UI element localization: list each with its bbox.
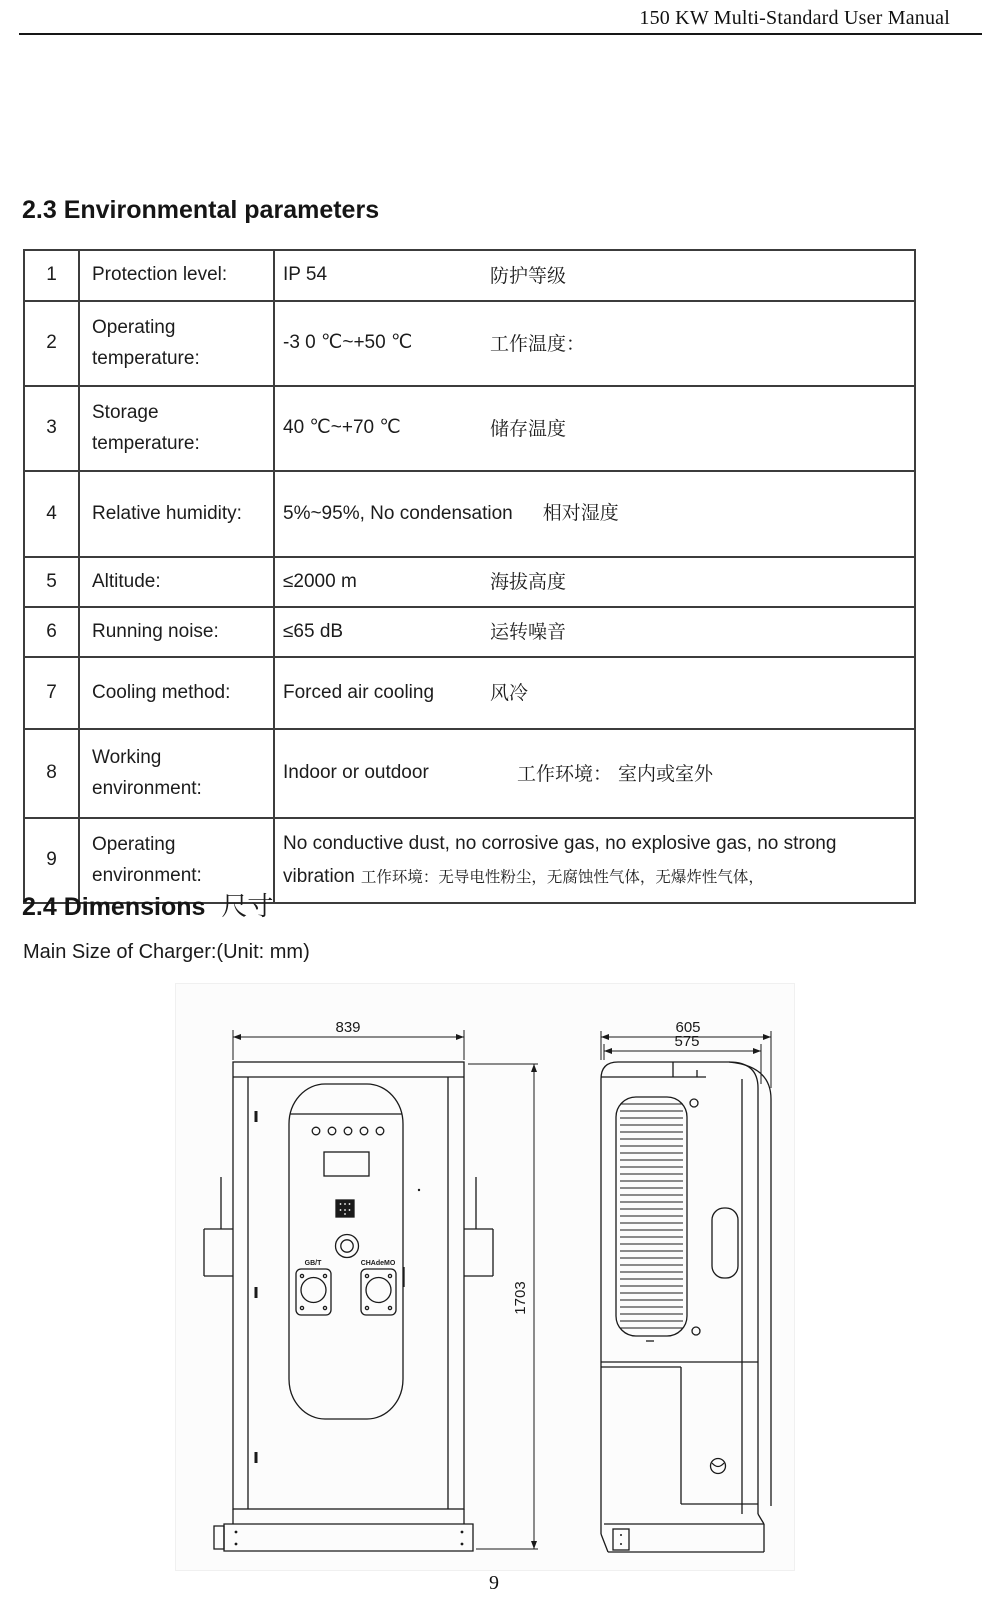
table-row xyxy=(24,386,915,471)
card-reader xyxy=(336,1200,354,1217)
row-number: 6 xyxy=(24,607,79,657)
row-number: 4 xyxy=(24,471,79,557)
row-number: 5 xyxy=(24,557,79,607)
right-bracket xyxy=(464,1177,493,1276)
dim-front-width xyxy=(233,1019,464,1060)
row-value-en: Forced air cooling xyxy=(283,681,435,703)
row-label: Operating temperature: xyxy=(79,301,274,386)
display-screen xyxy=(324,1152,369,1176)
row-label: Working environment: xyxy=(79,729,274,818)
row-value-en: ≤2000 m xyxy=(283,570,357,592)
table-row xyxy=(24,607,915,657)
manual-title: 150 KW Multi-Standard User Manual xyxy=(639,7,950,29)
row-label: Cooling method: xyxy=(79,657,274,729)
row-value xyxy=(274,250,915,301)
base-switch xyxy=(613,1529,629,1550)
row-value-en: ≤65 dB xyxy=(283,620,344,642)
row-value xyxy=(274,657,915,729)
dim-depth-outer xyxy=(601,1019,771,1088)
section-heading-environmental: 2.3 Environmental parameters xyxy=(22,196,380,224)
left-bracket xyxy=(204,1177,233,1276)
row-value-cn: 风冷 xyxy=(490,681,529,704)
row-number: 8 xyxy=(24,729,79,818)
row-value-cn: 相对湿度 xyxy=(542,502,619,525)
row-value-cn: 储存温度 xyxy=(490,417,567,440)
row-value xyxy=(274,729,915,818)
row-number: 1 xyxy=(24,250,79,301)
table-row xyxy=(24,250,915,301)
row-label: Protection level: xyxy=(79,250,274,301)
front-base xyxy=(214,1509,473,1551)
page-number: 9 xyxy=(489,1572,499,1594)
dimensions-heading-cn: 尺寸 xyxy=(221,892,274,922)
row-value xyxy=(274,557,915,607)
connector-left-label: GB/T xyxy=(304,1260,322,1267)
row-value-cn: 海拔高度 xyxy=(490,570,567,593)
front-view xyxy=(204,1019,538,1551)
row-value-cn: 运转噪音 xyxy=(490,620,567,643)
connector-socket-left xyxy=(296,1269,331,1315)
vent-screw-top xyxy=(690,1099,698,1107)
dim-label-575: 575 xyxy=(674,1033,700,1050)
front-dot xyxy=(418,1189,420,1191)
table-row xyxy=(24,657,915,729)
drawing-subtitle: Main Size of Charger:(Unit: mm) xyxy=(23,941,310,963)
row-value-en: IP 54 xyxy=(283,264,328,286)
dimension-drawing xyxy=(175,983,795,1571)
side-view xyxy=(601,1019,771,1552)
dim-label-1703: 1703 xyxy=(512,1281,529,1315)
row-value xyxy=(274,386,915,471)
side-base xyxy=(601,1514,764,1552)
row-number: 7 xyxy=(24,657,79,729)
row-value-cn: 防护等级 xyxy=(490,264,567,287)
connector-socket-right xyxy=(361,1269,396,1315)
louver-vent xyxy=(616,1097,687,1341)
row-value-en: Indoor or outdoor xyxy=(283,762,429,784)
table-row xyxy=(24,729,915,818)
row-value-cn: 工作环境：无导电性粉尘，无腐蚀性气体，无爆炸性气体， xyxy=(360,867,764,886)
row-label: Operating environment: xyxy=(79,818,274,903)
indicator-lights xyxy=(312,1127,384,1135)
row-value-cn: 工作温度： xyxy=(490,332,586,355)
row-value xyxy=(274,471,915,557)
row-value xyxy=(274,607,915,657)
row-number: 9 xyxy=(24,818,79,903)
row-value xyxy=(274,818,915,903)
connector-right-label: CHAdeMO xyxy=(360,1260,396,1267)
vent-screw-bottom xyxy=(692,1327,700,1335)
dim-label-839: 839 xyxy=(335,1019,361,1036)
row-value-en: -3 0 ℃~+50 ℃ xyxy=(283,332,413,354)
side-lower-panel xyxy=(601,1362,758,1504)
table-row xyxy=(24,301,915,386)
row-label: Storage temperature: xyxy=(79,386,274,471)
dimensions-heading-en: 2.4 Dimensions xyxy=(22,893,206,921)
side-cabinet-outline xyxy=(601,1062,771,1534)
dim-depth-inner xyxy=(604,1033,761,1084)
environmental-parameters-table xyxy=(23,249,916,904)
table-row xyxy=(24,557,915,607)
front-cabinet-outline xyxy=(233,1062,464,1509)
row-value-en: 5%~95%, No condensation xyxy=(283,503,513,525)
door-lock xyxy=(711,1459,726,1474)
row-value-en: No conductive dust, no corrosive gas, no explosive gas, no strong vibration xyxy=(283,833,837,887)
charger-dimension-svg xyxy=(176,984,794,1570)
row-label: Relative humidity: xyxy=(79,471,274,557)
row-value-en: 40 ℃~+70 ℃ xyxy=(283,417,401,439)
louver-vent-lines xyxy=(620,1104,683,1328)
row-value xyxy=(274,301,915,386)
door-handle xyxy=(712,1208,738,1278)
row-number: 2 xyxy=(24,301,79,386)
row-number: 3 xyxy=(24,386,79,471)
row-value-cn: 工作环境： 室内或室外 xyxy=(517,762,714,785)
row-label: Altitude: xyxy=(79,557,274,607)
header-rule xyxy=(19,33,982,35)
section-heading-dimensions xyxy=(22,886,273,923)
dim-label-605: 605 xyxy=(675,1019,701,1036)
emergency-stop-button xyxy=(336,1235,359,1258)
dim-height xyxy=(468,1064,538,1549)
row-label: Running noise: xyxy=(79,607,274,657)
table-row xyxy=(24,471,915,557)
